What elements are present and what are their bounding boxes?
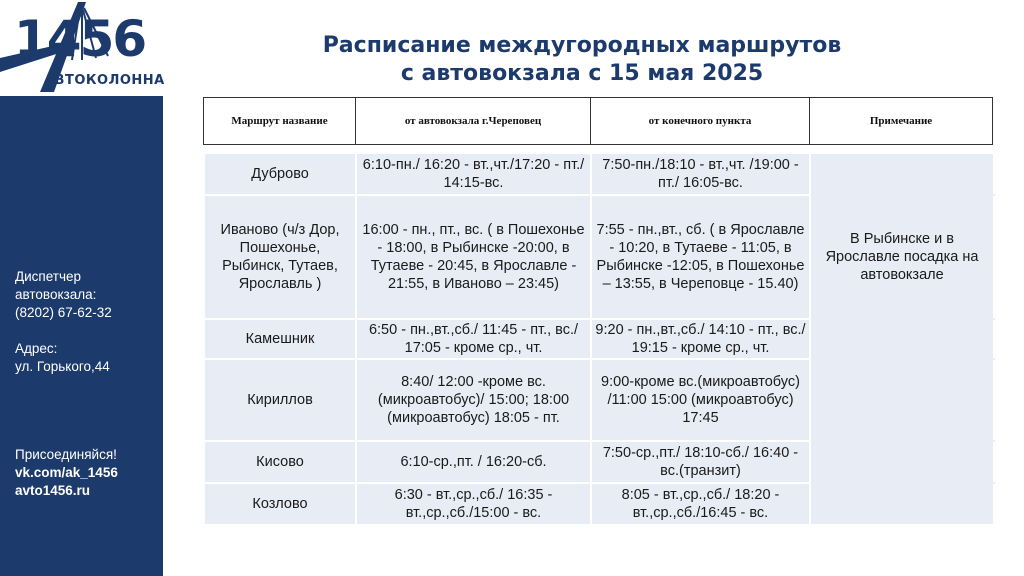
route-note (810, 153, 994, 195)
departure-times: 8:40/ 12:00 -кроме вс.(микроавтобус)/ 15:00; 18:00 (микроавтобус) 18:05 - пт. (356, 359, 591, 441)
departure-times: 6:10-ср.,пт. / 16:20-сб. (356, 441, 591, 483)
route-name: Козлово (204, 483, 356, 525)
return-times: 9:20 - пн.,вт.,сб./ 14:10 - пт., вс./ 19:15 - кроме ср., чт. (591, 319, 810, 359)
dispatcher-phone: (8202) 67-62-32 (15, 305, 112, 320)
return-times: 8:05 - вт.,ср.,сб./ 18:20 - вт.,ср.,сб./16:45 - вс. (591, 483, 810, 525)
table-row (204, 359, 994, 441)
join-label: Присоединяйся! (15, 447, 117, 462)
table-row (204, 195, 994, 319)
departure-times: 16:00 - пн., пт., вс. ( в Пошехонье - 18:00, в Рыбинске -20:00, в Тутаеве - 20:45, в Ярославле - 21:55, в Иваново – 23:45) (356, 195, 591, 319)
return-times: 9:00-кроме вс.(микроавтобус) /11:00 15:00 (микроавтобус) 17:45 (591, 359, 810, 441)
page-title (232, 32, 932, 88)
logo (0, 0, 163, 96)
header-route: Маршрут название (204, 98, 356, 144)
departure-times: 6:50 - пн.,вт.,сб./ 11:45 - пт., вс./ 17:05 - кроме ср., чт. (356, 319, 591, 359)
departure-times: 6:10-пн./ 16:20 - вт.,чт./17:20 - пт./ 14:15-вс. (356, 153, 591, 195)
website-link[interactable]: avto1456.ru (15, 483, 91, 498)
table-row (204, 441, 994, 483)
route-name: Дуброво (204, 153, 356, 195)
table-header (203, 97, 993, 145)
route-note (810, 441, 994, 483)
address-info (15, 340, 160, 376)
dispatcher-label: Диспетчер (15, 269, 82, 284)
header-from-end: от конечного пункта (591, 98, 810, 144)
logo-number: 1456 (14, 10, 146, 68)
route-name: Иваново (ч/з Дор, Пошехонье, Рыбинск, Тутаев, Ярославль ) (204, 195, 356, 319)
route-name: Камешник (204, 319, 356, 359)
return-times: 7:50-пн./18:10 - вт.,чт. /19:00 - пт./ 16:05-вс. (591, 153, 810, 195)
title-line-2: с автовокзала с 15 мая 2025 (400, 61, 764, 86)
route-note: В Рыбинске и в Ярославле посадка на автовокзале (810, 195, 994, 319)
sidebar (0, 0, 163, 576)
header-note: Примечание (869, 115, 933, 127)
route-name: Кисово (204, 441, 356, 483)
schedule-table (203, 152, 995, 526)
table-row (204, 319, 994, 359)
table-row (204, 153, 994, 195)
address-label: Адрес: (15, 341, 58, 356)
return-times: 7:50-ср.,пт./ 18:10-сб./ 16:40 - вс.(транзит) (591, 441, 810, 483)
route-note (810, 359, 994, 441)
departure-times: 6:30 - вт.,ср.,сб./ 16:35 - вт.,ср.,сб./15:00 - вс. (356, 483, 591, 525)
social-links (15, 446, 160, 500)
dispatcher-label-2: автовокзала: (15, 287, 97, 302)
address-value: ул. Горького,44 (15, 359, 110, 374)
vk-link[interactable]: vk.com/ak_1456 (15, 465, 118, 480)
dispatcher-contact (15, 268, 160, 322)
sidebar-panel (0, 96, 163, 576)
logo-wordmark: АВТОКОЛОННА (44, 73, 165, 88)
route-note (810, 483, 994, 525)
title-line-1: Расписание междугородных маршрутов (322, 33, 842, 58)
route-note (810, 319, 994, 359)
header-from-station: от автовокзала г.Череповец (356, 98, 591, 144)
table-row (204, 483, 994, 525)
return-times: 7:55 - пн.,вт., сб. ( в Ярославле - 10:20, в Тутаеве - 11:05, в Рыбинске -12:05, в Пошехонье – 13:55, в Череповце - 15.40) (591, 195, 810, 319)
route-name: Кириллов (204, 359, 356, 441)
